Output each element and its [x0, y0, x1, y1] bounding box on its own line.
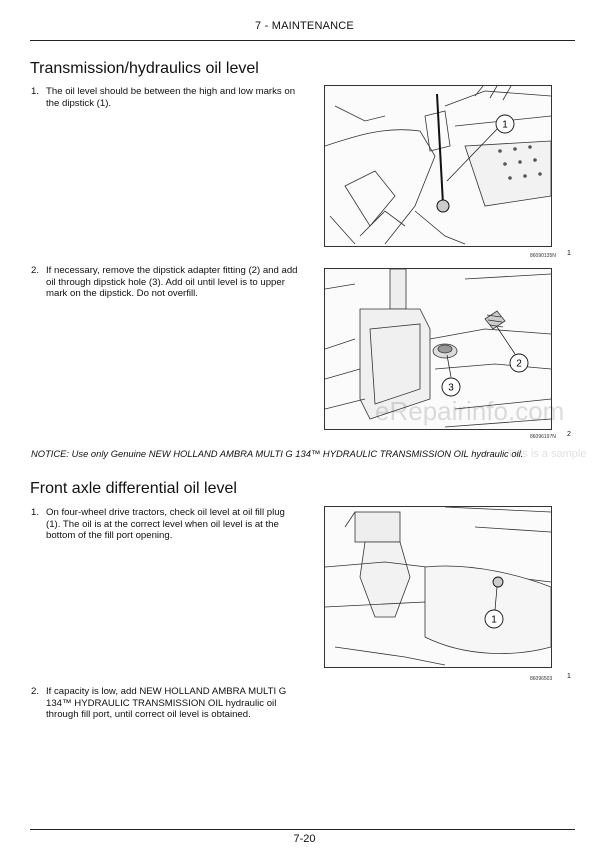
- step-text: If capacity is low, add NEW HOLLAND AMBRA MULTI G 134™ HYDRAULIC TRANSMISSION OIL hydraulic oil through fill port, until correct oil level is obtained.: [46, 686, 287, 720]
- section-heading-front-axle: Front axle differential oil level: [30, 480, 237, 497]
- figure-code: 86096503: [530, 676, 553, 682]
- section-heading-transmission: Transmission/hydraulics oil level: [30, 60, 259, 77]
- figure-code: 86096197N: [530, 434, 556, 440]
- step-number: 1.: [31, 86, 40, 97]
- figure-number: 1: [567, 250, 571, 257]
- watermark-sample: This is a sample: [507, 448, 587, 460]
- page-number: 7-20: [293, 833, 316, 845]
- header-rule: [30, 40, 575, 41]
- watermark: eRepairinfo.com: [375, 396, 565, 426]
- step-number: 1.: [31, 507, 40, 518]
- page-header: 7 - MAINTENANCE: [255, 20, 354, 32]
- figure-front-axle: [324, 506, 552, 668]
- callout-label: 1: [491, 614, 497, 626]
- figure-number: 2: [567, 431, 571, 438]
- step-number: 2.: [31, 686, 40, 697]
- callout-label: 1: [502, 119, 508, 131]
- callout-label: 3: [448, 382, 454, 394]
- step-text: The oil level should be between the high and low marks on the dipstick (1).: [46, 86, 296, 109]
- figure-code: 86090135N: [530, 253, 556, 259]
- footer-rule: [30, 829, 575, 830]
- step-text: On four-wheel drive tractors, check oil level at oil fill plug (1). The oil is at the correct level when oil level is at the bottom of the fill port opening.: [46, 507, 285, 541]
- dipstick-illustration: [325, 86, 551, 246]
- front-axle-illustration: [325, 507, 551, 667]
- callout-label: 2: [516, 358, 522, 370]
- figure-dipstick: [324, 85, 552, 247]
- step-number: 2.: [31, 265, 40, 276]
- step-text: If necessary, remove the dipstick adapter fitting (2) and add oil through dipstick hole (3). Add oil until level is to upper mark on the dipstick. Do not overfill.: [46, 265, 298, 299]
- figure-number: 1: [567, 673, 571, 680]
- notice-text: NOTICE: Use only Genuine NEW HOLLAND AMBRA MULTI G 134™ HYDRAULIC TRANSMISSION OIL hydraulic oil.: [31, 448, 524, 459]
